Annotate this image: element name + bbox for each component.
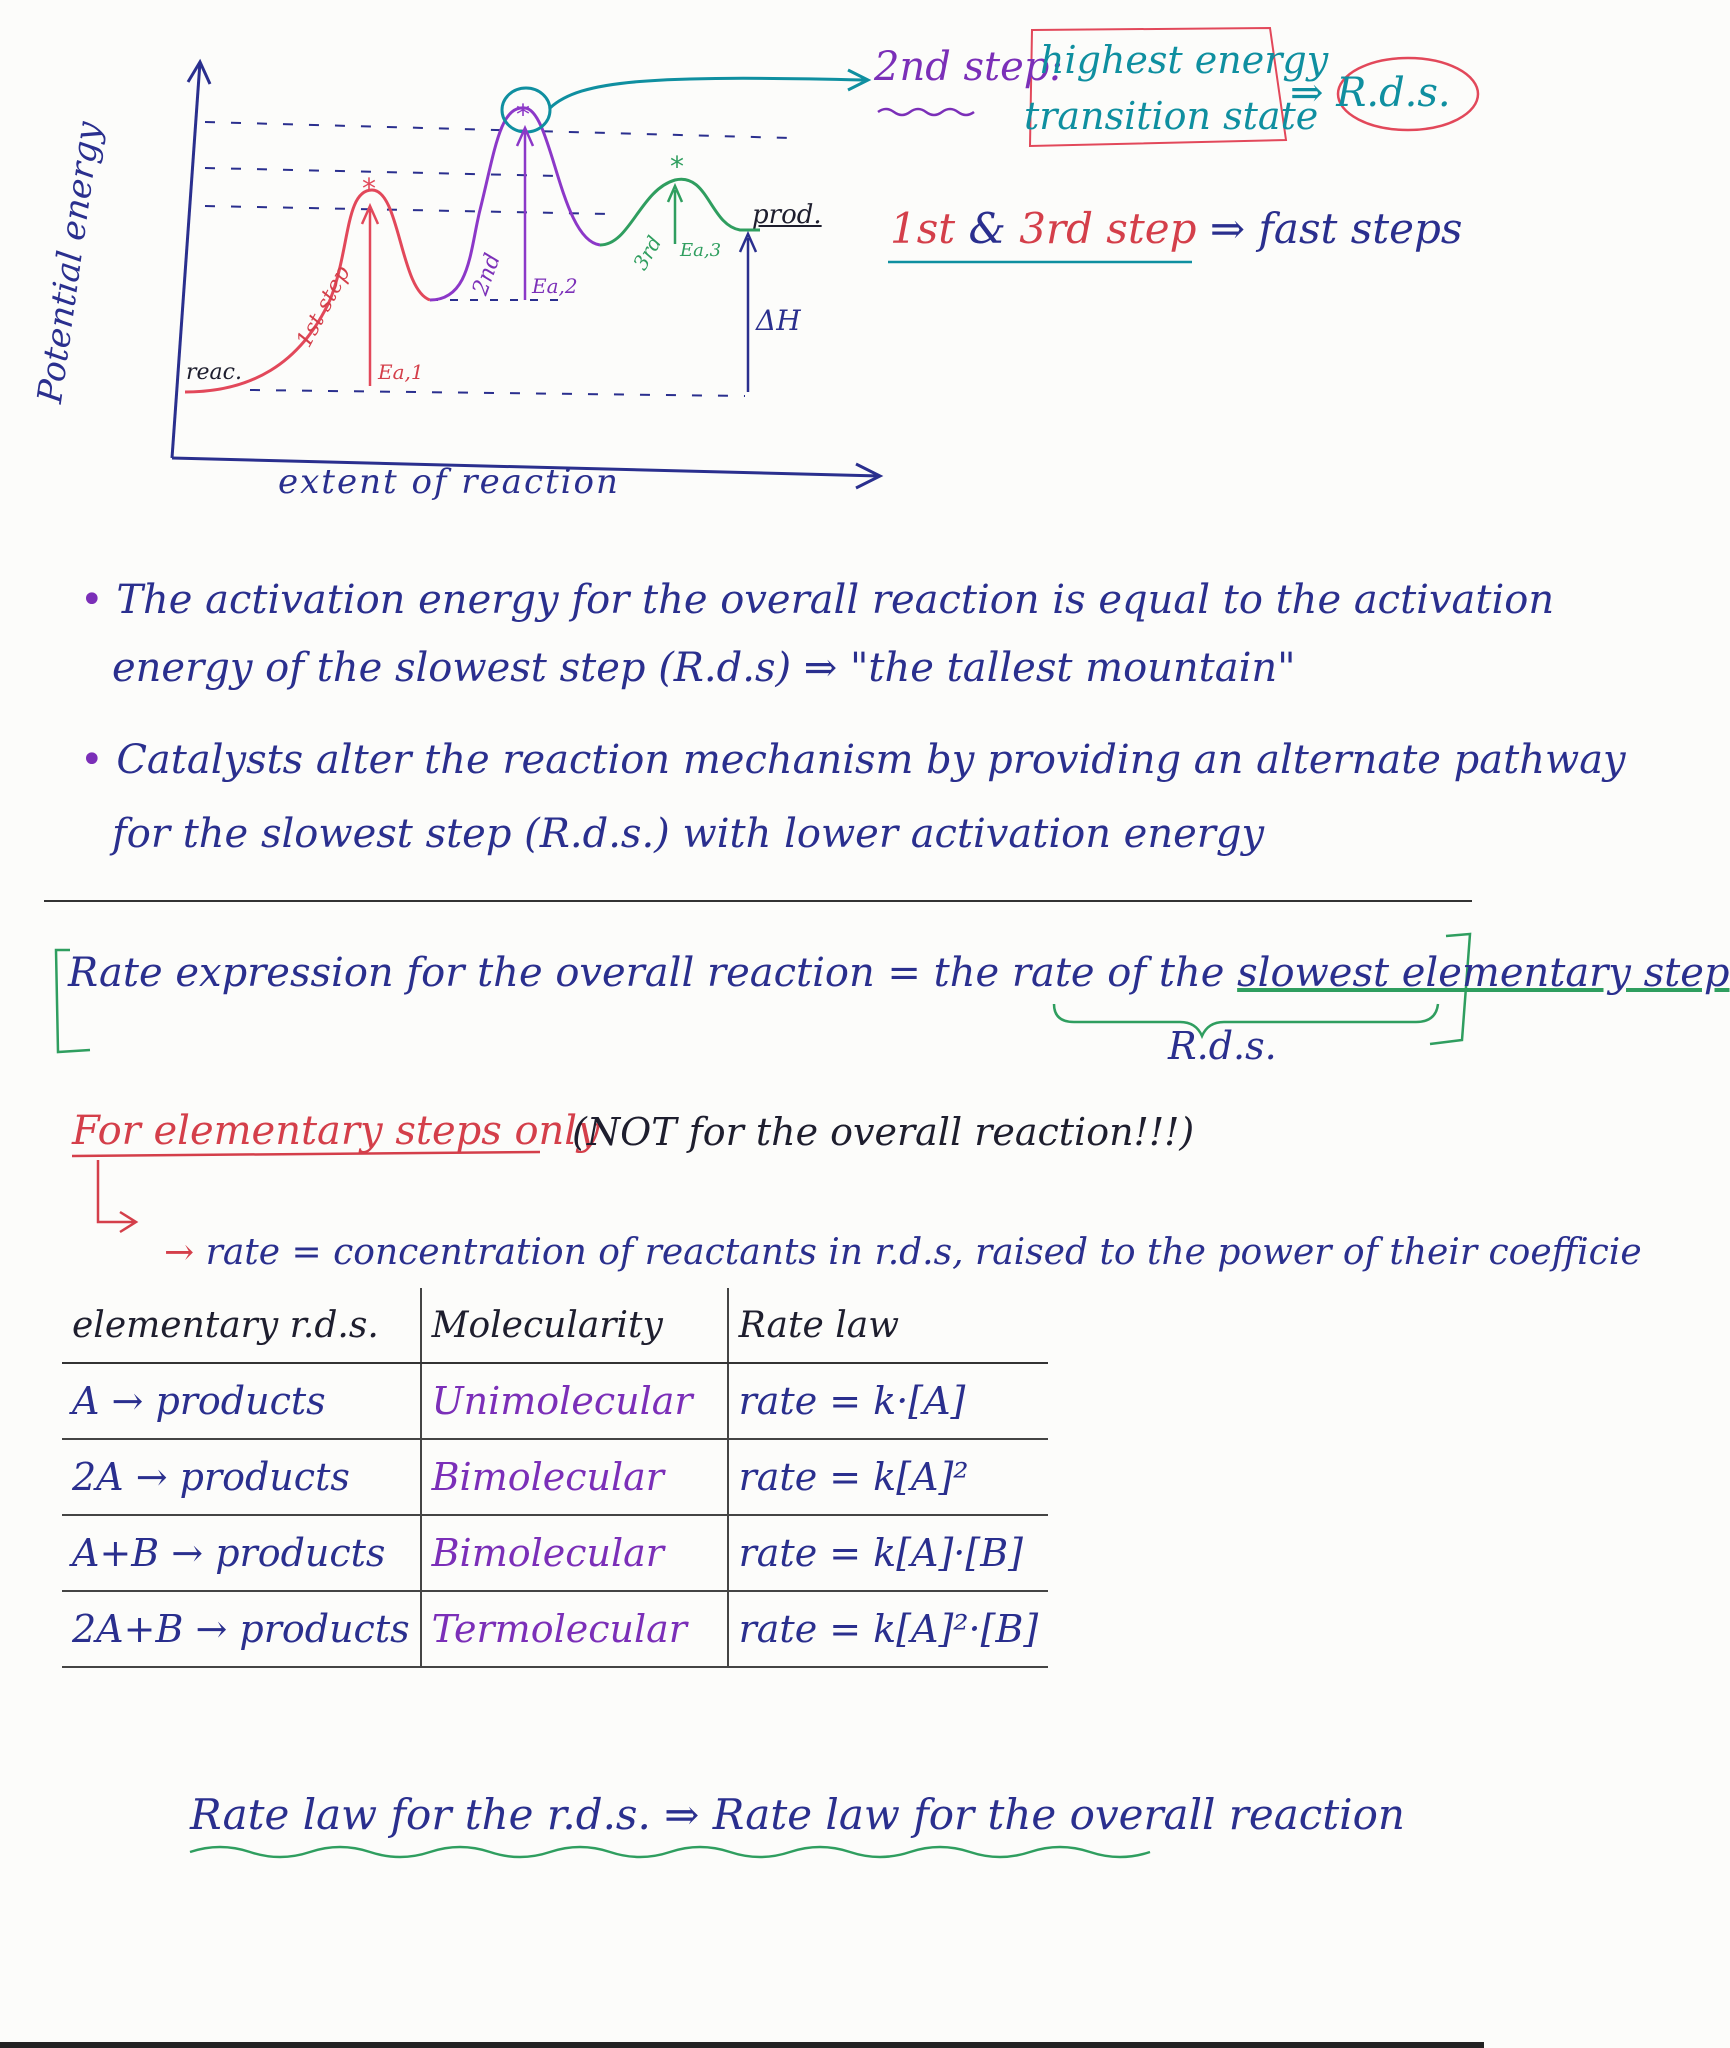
- step3-label: 3rd: [628, 231, 667, 274]
- ts2-star: *: [516, 98, 530, 131]
- elementary-heading: For elementary steps only: [72, 1108, 600, 1154]
- section-divider: [44, 900, 1472, 902]
- ts1-star: *: [362, 172, 376, 205]
- dh-label: ΔH: [756, 304, 801, 337]
- rate-box-text-b: slowest elementary step: [1237, 950, 1730, 996]
- cell-rate-law: rate = k[A]²·[B]: [728, 1591, 1049, 1667]
- cell-reaction: 2A+B → products: [62, 1591, 421, 1667]
- bullet-1-line-1: [80, 577, 1555, 623]
- dashed-ts1b: [205, 206, 610, 214]
- dh-arrow: [740, 234, 756, 392]
- ea3-label: Ea,3: [680, 240, 722, 261]
- cell-rate-law: rate = k[A]·[B]: [728, 1515, 1049, 1591]
- col-molecularity: Molecularity: [421, 1288, 728, 1363]
- callout-underline: [878, 109, 974, 115]
- callout-line1: highest energy: [1040, 38, 1329, 82]
- cell-rate-law: rate = k·[A]: [728, 1363, 1049, 1439]
- callout-step: 2nd step:: [874, 44, 1063, 90]
- rate-box-text: [68, 950, 1730, 996]
- step2-curve: [430, 108, 600, 300]
- bullet-1-text-1: The activation energy for the overall reaction is equal to the activation: [116, 577, 1555, 623]
- callout-arrow: [550, 70, 868, 108]
- reac-label: reac.: [186, 360, 242, 385]
- bullet-dot: •: [80, 577, 104, 623]
- prod-label: prod.: [752, 200, 822, 230]
- cell-molecularity: Bimolecular: [421, 1439, 728, 1515]
- ea1-arrow: [362, 206, 378, 386]
- callout-line2: transition state: [1024, 94, 1319, 138]
- cell-molecularity: Bimolecular: [421, 1515, 728, 1591]
- rule-text: rate = concentration of reactants in r.d.s, raised to the power of their coefficie: [205, 1232, 1642, 1273]
- y-axis-label: Potential energy: [30, 119, 110, 406]
- ea2-arrow: [517, 128, 533, 300]
- step3-curve: [600, 179, 760, 245]
- dashed-reac: [250, 390, 745, 396]
- bullet-2-text-1: Catalysts alter the reaction mechanism by providing an alternate pathway: [116, 737, 1626, 783]
- table-row: [62, 1515, 1048, 1591]
- table-row: [62, 1591, 1048, 1667]
- cell-rate-law: rate = k[A]²: [728, 1439, 1049, 1515]
- cell-reaction: 2A → products: [62, 1439, 421, 1515]
- rate-box-rds: R.d.s.: [1168, 1024, 1277, 1068]
- ea1-label: Ea,1: [378, 360, 424, 384]
- col-elementary-rds: elementary r.d.s.: [62, 1288, 421, 1363]
- col-rate-law: Rate law: [728, 1288, 1049, 1363]
- cell-reaction: A → products: [62, 1363, 421, 1439]
- y-axis: [172, 62, 200, 458]
- rate-box-text-a: Rate expression for the overall reaction = the rate of the: [68, 950, 1225, 996]
- elementary-note: (NOT for the overall reaction!!!): [572, 1110, 1195, 1154]
- step1-label: 1st step: [292, 261, 356, 352]
- callout-rds: ⇒ R.d.s.: [1290, 70, 1451, 116]
- ea2-label: Ea,2: [532, 274, 578, 298]
- energy-diagram: [0, 0, 1484, 560]
- bullet-dot: •: [80, 737, 104, 783]
- ea3-arrow: [668, 186, 682, 244]
- scan-edge: [0, 2042, 1484, 2048]
- bullet-2-line-2: for the slowest step (R.d.s.) with lower activation energy: [112, 811, 1265, 857]
- fast-steps-amp: &: [968, 204, 1006, 253]
- cell-molecularity: Termolecular: [421, 1591, 728, 1667]
- rate-law-table: [62, 1288, 1048, 1668]
- conclusion: Rate law for the r.d.s. ⇒ Rate law for the overall reaction: [190, 1790, 1405, 1839]
- cell-molecularity: Unimolecular: [421, 1363, 728, 1439]
- fast-steps-result: ⇒ fast steps: [1209, 204, 1463, 253]
- elementary-rule: [164, 1232, 1642, 1273]
- fast-steps-first: 1st: [890, 204, 956, 253]
- table-row: [62, 1363, 1048, 1439]
- cell-reaction: A+B → products: [62, 1515, 421, 1591]
- x-axis-label: extent of reaction: [278, 462, 620, 502]
- bullet-2-line-1: [80, 737, 1626, 783]
- table-header-row: [62, 1288, 1048, 1363]
- bullet-1-line-2: energy of the slowest step (R.d.s) ⇒ "the tallest mountain": [112, 645, 1296, 691]
- fast-steps-line: [890, 204, 1462, 253]
- fast-steps-third: 3rd step: [1019, 204, 1197, 253]
- rule-arrow: →: [164, 1232, 195, 1273]
- dashed-ts1: [205, 168, 560, 176]
- ts3-star: *: [670, 150, 684, 183]
- table-row: [62, 1439, 1048, 1515]
- step2-label: 2nd: [468, 250, 506, 299]
